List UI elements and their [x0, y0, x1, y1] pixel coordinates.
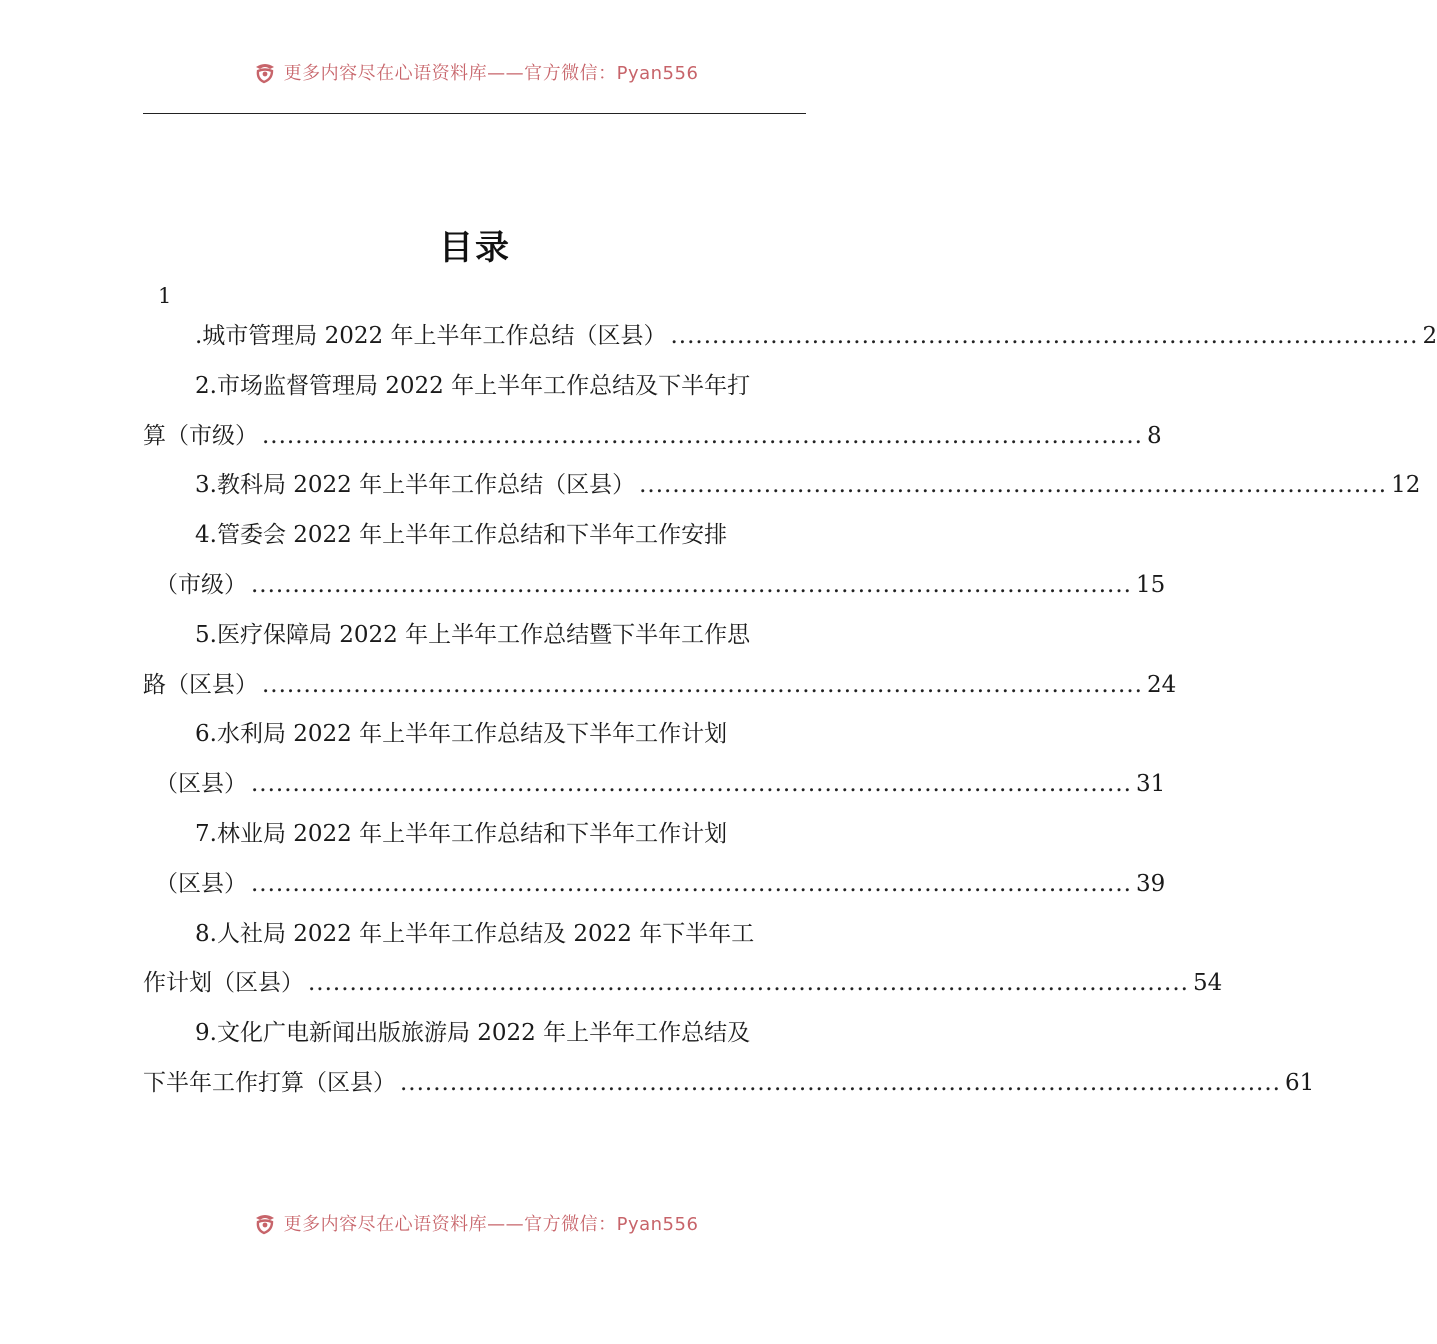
- page-title: 目录: [439, 228, 511, 268]
- toc-entry[interactable]: [143, 1009, 1315, 1109]
- toc-leader: ..........................................................................................................: [262, 422, 1143, 449]
- toc-entry-title: .城市管理局 2022 年上半年工作总结（区县）: [195, 323, 667, 349]
- toc-entry-title-cont: （区县）: [155, 771, 247, 798]
- toc-entry-title-cont: 路（区县）: [143, 671, 258, 698]
- toc-entry-title-cont: （区县）: [155, 870, 247, 897]
- toc-leader: ..........................................................................................: [639, 472, 1388, 499]
- toc-entry[interactable]: [143, 511, 1166, 611]
- logo-icon: [252, 1210, 278, 1236]
- toc-page-number: 15: [1135, 571, 1166, 598]
- toc-entry-title-cont: 算（市级）: [143, 422, 258, 449]
- header-banner-text: 更多内容尽在心语资料库——官方微信：Pyan556: [283, 63, 699, 84]
- header-rule: [143, 113, 806, 114]
- toc-entry[interactable]: [143, 910, 1223, 1010]
- toc-page-number: 8: [1146, 422, 1162, 449]
- toc-page-number: 2: [1422, 323, 1437, 349]
- toc-entry[interactable]: [143, 710, 1166, 810]
- header-banner: [0, 57, 950, 87]
- toc-entry-title-cont: （市级）: [155, 571, 247, 598]
- toc-page-number: 54: [1192, 970, 1223, 997]
- toc-entry-title: 2.市场监督管理局 2022 年上半年工作总结及下半年打: [195, 372, 751, 399]
- toc-leader: ..........................................................................................................: [251, 771, 1132, 798]
- toc-leader: ..........................................................................................................: [251, 571, 1132, 598]
- toc-entry[interactable]: [143, 362, 1162, 462]
- toc-page-number: 12: [1391, 472, 1421, 499]
- toc-entry-title: 8.人社局 2022 年上半年工作总结及 2022 年下半年工: [195, 920, 755, 947]
- toc-page-number: 61: [1284, 1069, 1315, 1096]
- toc-leader: ..........................................................................................: [670, 323, 1419, 349]
- toc-entry-title-cont: 作计划（区县）: [143, 970, 304, 997]
- toc-entry-title: 6.水利局 2022 年上半年工作总结及下半年工作计划: [195, 721, 728, 748]
- toc-page-number: 24: [1146, 671, 1177, 698]
- toc-entry-title: 5.医疗保障局 2022 年上半年工作总结暨下半年工作思: [195, 621, 751, 648]
- toc-leader: ..........................................................................................................: [308, 970, 1189, 997]
- toc-leader: ..........................................................................................................: [400, 1069, 1281, 1096]
- toc-entry[interactable]: [143, 461, 1421, 511]
- toc-leader: ..........................................................................................................: [251, 870, 1132, 897]
- toc-leader: ..........................................................................................................: [262, 671, 1143, 698]
- toc-entry[interactable]: [143, 810, 1166, 910]
- footer-banner: [0, 1208, 950, 1238]
- toc-entry[interactable]: [143, 611, 1177, 711]
- footer-banner-text: 更多内容尽在心语资料库——官方微信：Pyan556: [283, 1214, 699, 1235]
- toc-entry-title: 4.管委会 2022 年上半年工作总结和下半年工作安排: [195, 522, 728, 549]
- toc-orphan-number: 1: [158, 284, 172, 308]
- toc-entry-title: 7.林业局 2022 年上半年工作总结和下半年工作计划: [195, 820, 728, 847]
- toc-entry-title: 9.文化广电新闻出版旅游局 2022 年上半年工作总结及: [195, 1020, 751, 1047]
- toc-entry-title: 3.教科局 2022 年上半年工作总结（区县）: [195, 472, 636, 499]
- toc-entry[interactable]: [143, 312, 1437, 362]
- toc-entry-title-cont: 下半年工作打算（区县）: [143, 1069, 396, 1096]
- toc-page-number: 39: [1135, 870, 1166, 897]
- logo-icon: [252, 59, 278, 85]
- toc-page-number: 31: [1135, 771, 1166, 798]
- table-of-contents: [143, 280, 1437, 1109]
